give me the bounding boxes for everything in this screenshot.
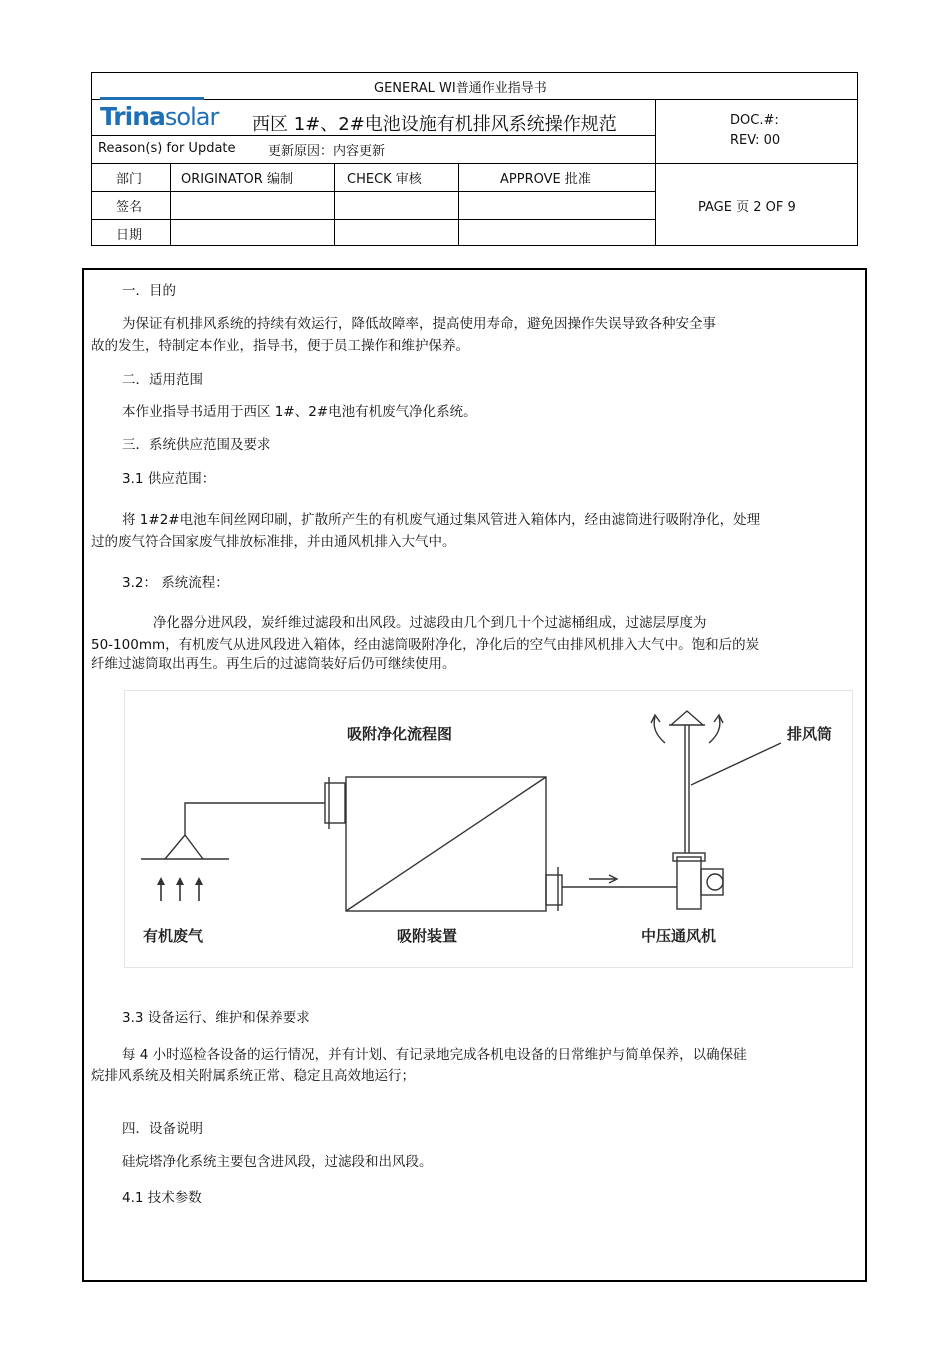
header-divider — [92, 219, 655, 220]
section-3-1-title: 3.1 供应范围： — [122, 471, 216, 487]
date-row-label: 日期 — [116, 228, 143, 243]
section-4-1-title: 4.1 技术参数 — [122, 1190, 202, 1206]
section-2-title: 二．适用范围 — [122, 372, 203, 388]
section-3-3-text: 烷排风系统及相关附属系统正常、稳定且高效地运行； — [91, 1068, 415, 1084]
doc-number: DOC.#: — [730, 113, 779, 128]
dept-header: 部门 — [116, 172, 143, 187]
header-divider — [92, 191, 655, 192]
general-wi-label: GENERAL WI普通作业指导书 — [374, 81, 547, 96]
section-3-2-text: 净化器分进风段，炭纤维过滤段和出风段。过滤段由几个到几十个过滤桶组成，过滤层厚度为 — [153, 615, 707, 631]
section-1-text: 故的发生，特制定本作业，指导书，便于员工操作和维护保养。 — [91, 338, 469, 354]
section-3-2-title: 3.2： 系统流程： — [122, 575, 229, 591]
header-divider — [655, 99, 656, 245]
section-3-1-text: 过的废气符合国家废气排放标准排，并由通风机排入大气中。 — [91, 534, 456, 550]
section-3-1-text: 将 1#2#电池车间丝网印刷，扩散所产生的有机废气通过集风管进入箱体内，经由滤筒进行吸附净化，处理 — [122, 512, 761, 528]
organic-gas-label: 有机废气 — [143, 927, 204, 945]
section-4-text: 硅烷塔净化系统主要包含进风段，过滤段和出风段。 — [122, 1154, 433, 1170]
header-divider — [92, 99, 857, 100]
section-3-2-text: 50-100mm，有机废气从进风段进入箱体，经由滤筒吸附净化，净化后的空气由排风机排入大气中。饱和后的炭 — [91, 637, 760, 653]
originator-header: ORIGINATOR 编制 — [181, 172, 293, 187]
section-3-3-text: 每 4 小时巡检各设备的运行情况，并有计划、有记录地完成各机电设备的日常维护与简单保养，以确保硅 — [122, 1047, 747, 1063]
approve-header: APPROVE 批准 — [500, 172, 591, 187]
header-divider — [334, 163, 335, 245]
adsorption-flow-diagram — [124, 690, 853, 968]
document-title: 西区 1#、2#电池设施有机排风系统操作规范 — [252, 114, 617, 135]
fan-label: 中压通风机 — [641, 927, 717, 945]
header-divider — [92, 163, 857, 164]
exhaust-stack-label: 排风筒 — [787, 725, 833, 743]
trinasolar-logo: Trina solar — [100, 101, 218, 131]
reason-value: 更新原因：内容更新 — [268, 144, 386, 159]
diagram-title: 吸附净化流程图 — [347, 725, 453, 743]
header-divider — [458, 163, 459, 245]
section-2-text: 本作业指导书适用于西区 1#、2#电池有机废气净化系统。 — [122, 404, 477, 420]
header-divider — [170, 163, 171, 245]
section-3-2-text: 纤维过滤筒取出再生。再生后的过滤筒装好后仍可继续使用。 — [91, 656, 456, 672]
page-number: PAGE 页 2 OF 9 — [698, 200, 796, 215]
section-3-title: 三．系统供应范围及要求 — [122, 437, 271, 453]
adsorption-device-label: 吸附装置 — [397, 927, 458, 945]
sign-row-label: 签名 — [116, 200, 143, 215]
section-1-title: 一．目的 — [122, 283, 176, 299]
section-1-text: 为保证有机排风系统的持续有效运行，降低故障率，提高使用寿命，避免因操作失误导致各种安全事 — [122, 316, 716, 332]
revision: REV: 00 — [730, 133, 781, 148]
section-3-3-title: 3.3 设备运行、维护和保养要求 — [122, 1010, 310, 1026]
check-header: CHECK 审核 — [347, 172, 422, 187]
section-4-title: 四．设备说明 — [122, 1121, 203, 1137]
reason-label: Reason(s) for Update — [98, 141, 236, 156]
header-table — [91, 72, 858, 246]
flow-diagram-drawing — [125, 691, 854, 969]
